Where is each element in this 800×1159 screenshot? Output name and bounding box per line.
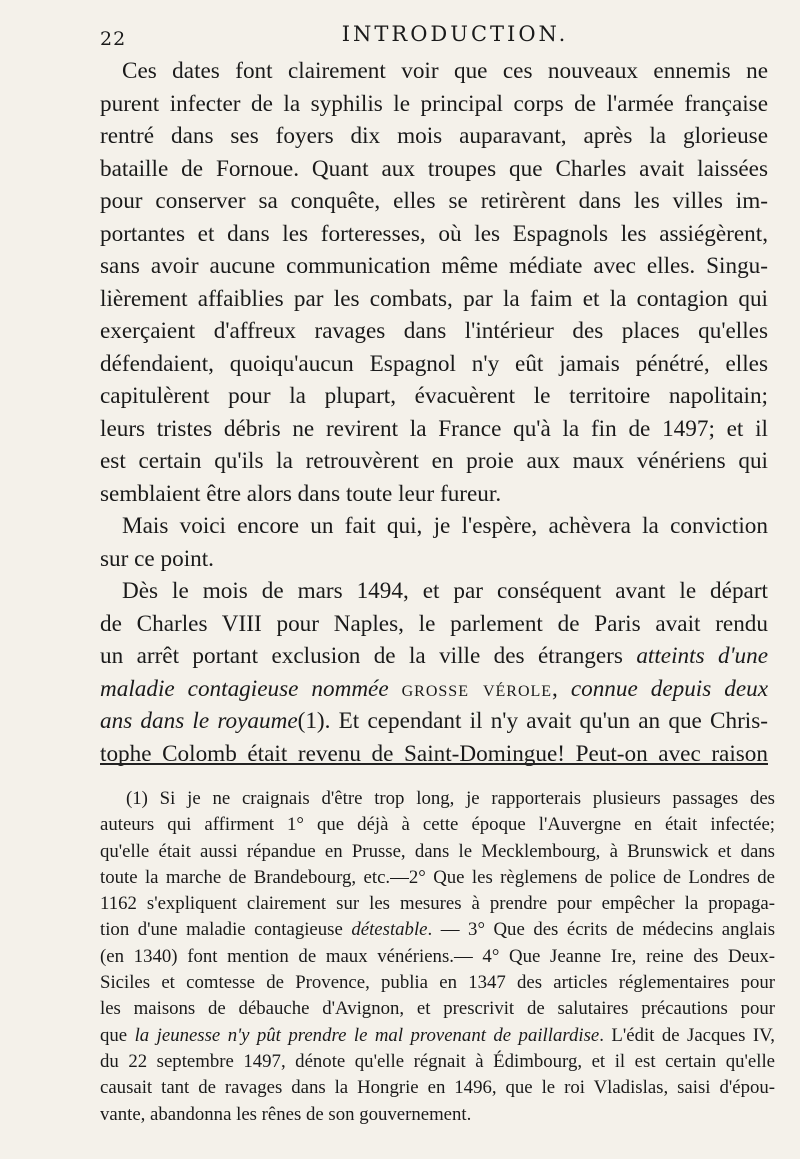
footnote-line: (1) Si je ne craignais d'être trop long, je rapporterais plusieurs passages des [126, 788, 775, 809]
footnote [100, 786, 775, 1128]
page-header [100, 22, 770, 52]
footnote-rule [100, 763, 768, 765]
italic-segment: détestable [351, 919, 428, 941]
footnote-line: auteurs qui affirment 1° que déjà à cette époque l'Auvergne en était infectée; [100, 814, 775, 836]
running-head: INTRODUCTION. [341, 22, 569, 46]
main-text [100, 55, 768, 770]
smallcaps-segment: grosse vérole [401, 675, 553, 702]
text-line: de Charles VIII pour Naples, le parlement de Paris avait rendu [100, 610, 768, 637]
text-line: purent infecter de la syphilis le principal corps de l'armée française [100, 90, 768, 117]
italic-segment: la jeunesse n'y pût prendre le mal provenant de paillardise [134, 1024, 600, 1046]
footnote-line: Siciles et comtesse de Provence, publia en 1347 des articles réglementaires pour [100, 972, 775, 994]
text-segment: tion d'une maladie contagieuse [100, 919, 343, 941]
text-line: maladie contagieuse nommée grosse vérole, connue depuis deux [100, 675, 768, 702]
text-line: leurs tristes débris ne revirent la France qu'à la fin de 1497; et il [100, 415, 768, 442]
italic-segment: ans dans le royaume [100, 708, 298, 734]
italic-segment: atteints d'une [636, 643, 768, 669]
italic-segment: maladie contagieuse nommée [100, 675, 389, 702]
text-segment: (1). Et cependant il n'y avait qu'un an que Chris- [297, 708, 768, 734]
text-line [100, 640, 768, 673]
text-line: capitulèrent pour la plupart, évacuèrent le territoire napolitain; [100, 383, 768, 409]
page-number: 22 [100, 28, 127, 50]
footnote-line: 1162 s'expliquent clairement sur les mesures à prendre pour empêcher la propaga- [100, 893, 775, 915]
text-line: défendaient, quoiqu'aucun Espagnol n'y eût jamais pénétré, elles [100, 350, 768, 377]
footnote-line [100, 917, 775, 943]
text-line: pour conserver sa conquête, elles se retirèrent dans les villes im- [100, 188, 768, 214]
text-line: Mais voici encore un fait qui, je l'espère, achèvera la conviction [122, 513, 768, 539]
footnote-line: causait tant de ravages dans la Hongrie en 1496, que le roi Vladislas, saisi d'épou- [100, 1077, 775, 1099]
text-segment: . L'édit de Jacques IV, [599, 1024, 775, 1046]
text-segment: que [100, 1024, 128, 1046]
footnote-line: qu'elle était aussi répandue en Prusse, dans le Mecklembourg, à Brunswick et dans [100, 840, 775, 862]
text-segment: un arrêt portant exclusion de la ville des étrangers [100, 643, 623, 669]
italic-segment: connue depuis deux [570, 675, 768, 702]
footnote-line: vante, abandonna les rênes de son gouvernement. [100, 1103, 472, 1125]
footnote-line: (en 1340) font mention de maux vénériens.— 4° Que Jeanne Ire, reine des Deux- [100, 945, 775, 967]
text-line: exerçaient d'affreux ravages dans l'intérieur des places qu'elles [100, 318, 768, 344]
footnote-line [100, 1023, 775, 1049]
text-line: rentré dans ses foyers dix mois auparavant, après la glorieuse [100, 123, 768, 149]
text-line: Dès le mois de mars 1494, et par conséquent avant le départ [122, 578, 768, 604]
footnote-line: les maisons de débauche d'Avignon, et prescrivit de salutaires précautions pour [100, 998, 775, 1020]
text-line: bataille de Fornoue. Quant aux troupes que Charles avait laissées [100, 155, 768, 182]
text-segment: . — 3° Que des écrits de médecins anglais [427, 919, 775, 941]
text-line [100, 705, 768, 738]
footnote-line: toute la marche de Brandebourg, etc.—2° Que les règlemens de police de Londres de [100, 866, 775, 888]
text-line: semblaient être alors dans toute leur fureur. [100, 480, 502, 507]
text-line: lièrement affaiblies par les combats, par la faim et la contagion qui [100, 285, 768, 312]
footnote-line: du 22 septembre 1497, dénote qu'elle régnait à Édimbourg, et il est certain qu'elle [100, 1050, 775, 1072]
text-line: portantes et dans les forteresses, où les Espagnols les assiégèrent, [100, 220, 768, 247]
text-line: Ces dates font clairement voir que ces nouveaux ennemis ne [122, 58, 768, 84]
text-line: sans avoir aucune communication même médiate avec elles. Singu- [100, 253, 768, 279]
text-line: est certain qu'ils la retrouvèrent en proie aux maux vénériens qui [100, 448, 768, 474]
text-line: sur ce point. [100, 545, 214, 572]
text-line: tophe Colomb était revenu de Saint-Domingue! Peut-on avec raison [100, 740, 768, 767]
